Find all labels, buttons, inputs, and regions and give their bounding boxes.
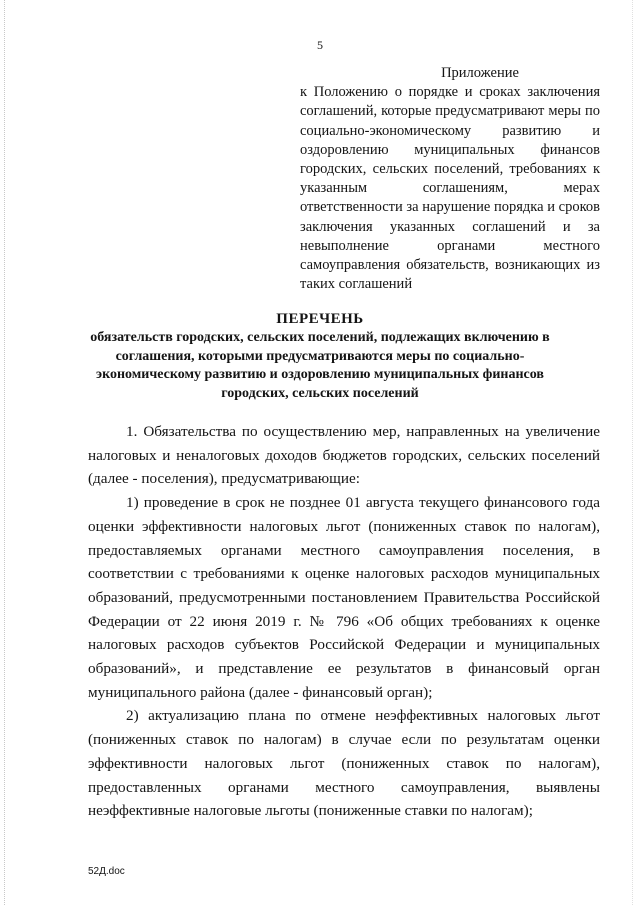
appendix-block xyxy=(300,64,600,294)
scan-edge-right xyxy=(632,0,634,905)
file-name-footer: 52Д.doc xyxy=(88,866,125,877)
document-heading xyxy=(70,309,570,403)
heading-subtitle: обязательств городских, сельских поселений, подлежащих включению в соглашения, которыми предусматриваются меры по социально-экономическому развитию и оздоровлению муниципальных финансов городских, сельских поселений xyxy=(90,330,550,401)
heading-title: ПЕРЕЧЕНЬ xyxy=(276,311,364,327)
paragraph-obligations-intro: 1. Обязательства по осуществлению мер, направленных на увеличение налоговых и неналоговых доходов бюджетов городских, сельских поселений (далее - поселения), предусматривающие: xyxy=(88,423,600,488)
scan-edge-left xyxy=(4,0,6,905)
appendix-text: к Положению о порядке и сроках заключения соглашений, которые предусматривают меры по социально-экономическому развитию и оздоровлению муниципальных финансов городских, сельских поселений, требованиях к указанным соглашениям, мерах ответственности за нарушение порядка и сроков заключения указанных соглашений и за невыполнение органами местного самоуправления обязательств, возникающих из таких соглашений xyxy=(300,84,600,293)
paragraph-item-2: 2) актуализацию плана по отмене неэффективных налоговых льгот (пониженных ставок по налогам) в случае если по результатам оценки эффективности налоговых льгот (пониженных ставок по налогам), предоставленных органами местного самоуправления, выявлены неэффективные налоговые льготы (пониженные ставки по налогам); xyxy=(88,707,600,820)
page-number: 5 xyxy=(317,38,323,52)
paragraph-item-1: 1) проведение в срок не позднее 01 августа текущего финансового года оценки эффективности налоговых льгот (пониженных ставок по налогам), предоставляемых органами местного самоуправления поселения, в соответствии с требованиями к оценке налоговых расходов муниципальных образований, предусмотренными постановлением Правительства Российской Федерации от 22 июня 2019 г. № 796 «Об общих требованиях к оценке налоговых расходов субъектов Российской Федерации и муниципальных образований», и представление ее результатов в финансовый орган муниципального района (далее - финансовый орган); xyxy=(88,494,600,701)
appendix-title: Приложение xyxy=(441,65,519,81)
document-body xyxy=(88,420,600,823)
